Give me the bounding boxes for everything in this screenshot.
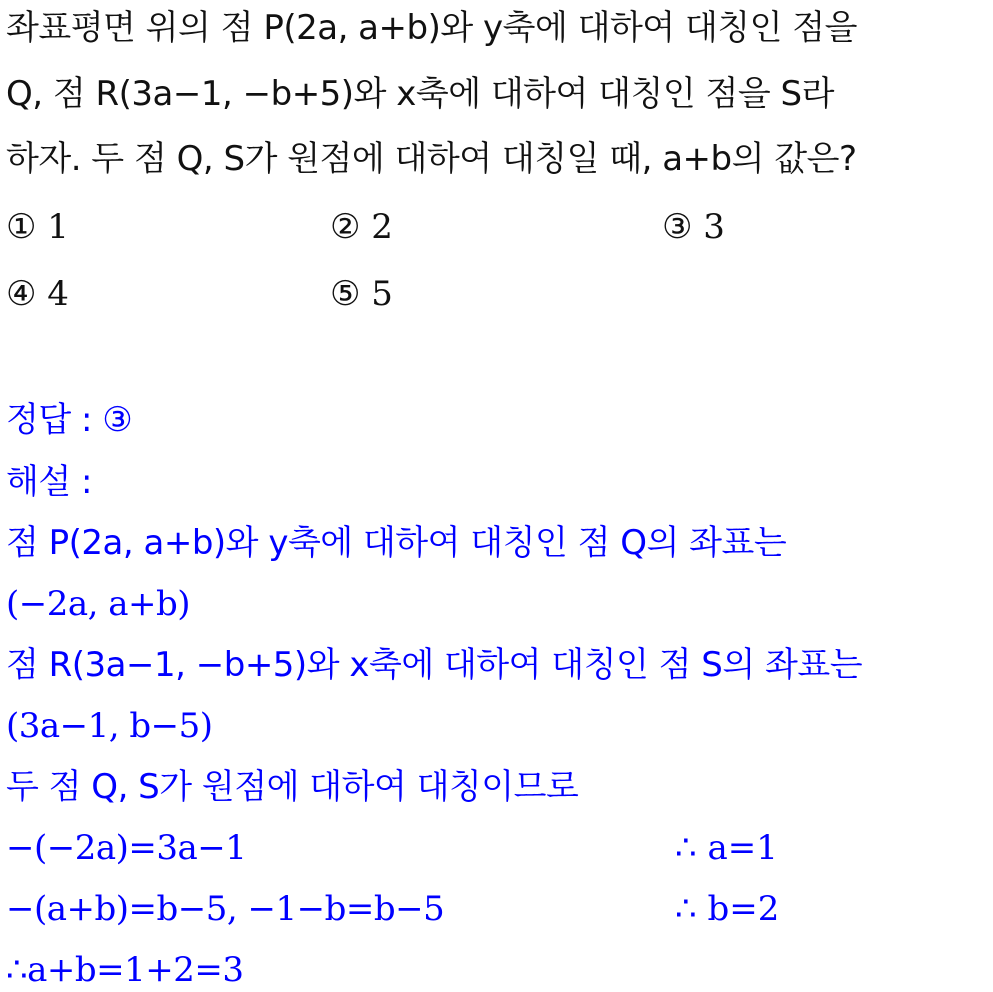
choice-2 [330, 205, 393, 249]
solution-line: (−2a, a+b) [6, 584, 191, 624]
choice-value: 3 [703, 207, 725, 247]
choice-value: 4 [47, 274, 69, 314]
choice-number: ③ [662, 207, 693, 247]
solution-line: −(−2a)=3a−1 [6, 828, 247, 868]
choice-number: ④ [6, 274, 37, 314]
solution-result: ∴ b=2 [675, 889, 780, 929]
solution-line: 점 P(2a, a+b)와 y축에 대하여 대칭인 점 Q의 좌표는 [6, 523, 787, 563]
choice-5 [330, 272, 393, 316]
choice-4 [6, 272, 69, 316]
solution-line: −(a+b)=b−5, −1−b=b−5 [6, 889, 445, 929]
explanation-label: 해설 : [6, 462, 92, 502]
choice-1 [6, 205, 69, 249]
choice-number: ① [6, 207, 37, 247]
solution-line: 점 R(3a−1, −b+5)와 x축에 대하여 대칭인 점 S의 좌표는 [6, 645, 863, 685]
solution-line: 두 점 Q, S가 원점에 대하여 대칭이므로 [6, 767, 579, 807]
answer-label: 정답 : ③ [6, 400, 133, 440]
choice-number: ② [330, 207, 361, 247]
choice-value: 5 [371, 274, 393, 314]
question-line: 좌표평면 위의 점 P(2a, a+b)와 y축에 대하여 대칭인 점을 [6, 8, 857, 48]
choice-3 [662, 205, 725, 249]
question-line: 하자. 두 점 Q, S가 원점에 대하여 대칭일 때, a+b의 값은? [6, 139, 857, 179]
solution-line: ∴a+b=1+2=3 [6, 950, 244, 990]
question-line: Q, 점 R(3a−1, −b+5)와 x축에 대하여 대칭인 점을 S라 [6, 74, 834, 114]
choice-value: 2 [371, 207, 393, 247]
solution-line: (3a−1, b−5) [6, 706, 213, 746]
choice-value: 1 [47, 207, 69, 247]
choice-number: ⑤ [330, 274, 361, 314]
solution-result: ∴ a=1 [675, 828, 778, 868]
